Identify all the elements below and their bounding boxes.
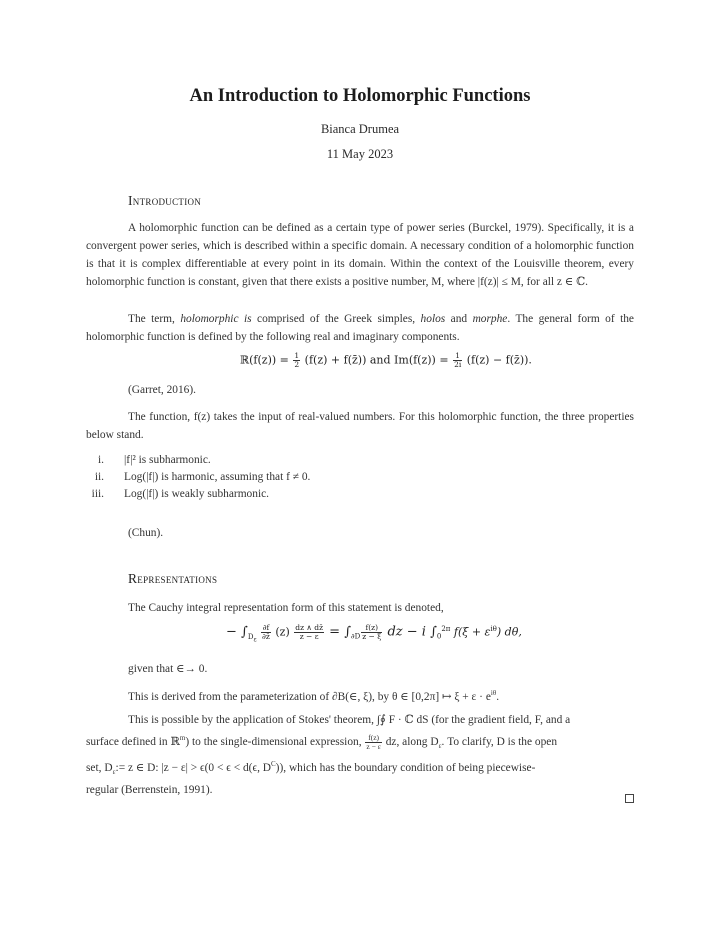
qed-square-icon <box>625 794 634 803</box>
date: 11 May 2023 <box>326 147 394 161</box>
list-item: iii. Log(|f|) is weakly subharmonic. <box>91 488 270 500</box>
list-item: ii. Log(|f|) is harmonic, assuming that f ≠ 0. <box>94 471 311 483</box>
representations-paragraph-1: The Cauchy integral representation form of this statement is denoted, <box>128 602 444 614</box>
equation-real-imaginary: ℝ(f(z)) = $\frac{1}{2}$ (f(z) + f(z̄)) and Im(f(z)) = $\frac{1}{2i}$ (f(z) − f(z̄)). <box>240 351 532 369</box>
intro-paragraph-2: The term, holomorphic is comprised of the Greek simples, holos and morphe. The general form of the holomorphic function is defined by the following real and imaginary components. <box>86 313 634 343</box>
derived-sentence: This is derived from the parameterization of ∂B(∈, ξ), by θ ∈ [0,2π] ↦ $\xi + \varepsilon \cdot e^{i\theta}$. <box>128 689 500 703</box>
intro-paragraph-3: The function, f(z) takes the input of real-valued numbers. For this holomorphic function, the three properties below stand. <box>86 411 634 441</box>
list-item: i. |f|² is subharmonic. <box>97 454 211 466</box>
citation-garret: (Garret, 2016). <box>128 384 196 396</box>
citation-chun: (Chun). <box>128 527 164 539</box>
given-condition: given that ∈→ 0. <box>128 663 208 675</box>
properties-list <box>86 452 486 503</box>
intro-paragraph-1: A holomorphic function can be defined as a certain type of power series (Burckel, 1979). Specifically, it is a convergent power series, which is described within a specific domain. A necessary condition of a holomorphic function is that it is complex differentiable at every point in its domain. Within the context of the Louisville theorem, every holomorphic function is constant, given that there exists a positive number, M, where |f(z)| ≤ M, for all z ∈ ℂ. <box>86 222 634 288</box>
author: Bianca Drumea <box>320 122 400 136</box>
section-heading-representations: Representations <box>128 571 218 586</box>
section-heading-introduction: Introduction <box>128 193 202 208</box>
stokes-paragraph: This is possible by the application of Stokes' theorem, ∫∮ F · ℂ dS (for the gradient field, F, and a surface defined in ℝ$^m$) to the single-dimensional expression, $\frac{f(z)}{z - \varepsilon}$ dz, along $D_\varepsilon$. To clarify, D is the open set, $D_\varepsilon:= z$ ∈ D: |z − ε| > ϵ(0 < ϵ < d(ϵ, $D^C$)), which has the boundary condition of being piecewise- regular (Berrenstein, 1991). <box>86 714 571 797</box>
paper-title: An Introduction to Holomorphic Functions <box>189 86 531 106</box>
equation-cauchy-integral: − $\int_{D_\varepsilon}$ $\frac{\partial f}{\partial z̄}$ (z) $\frac{dz \wedge dz̄}{z - \varepsilon}$ = $\int_{\partial D}$ $\frac{f(z)}{z - \xi}$ dz − i $\int_0^{2\pi}$ $f(\xi + \varepsilon^{i\theta})$ dθ, <box>226 623 522 644</box>
